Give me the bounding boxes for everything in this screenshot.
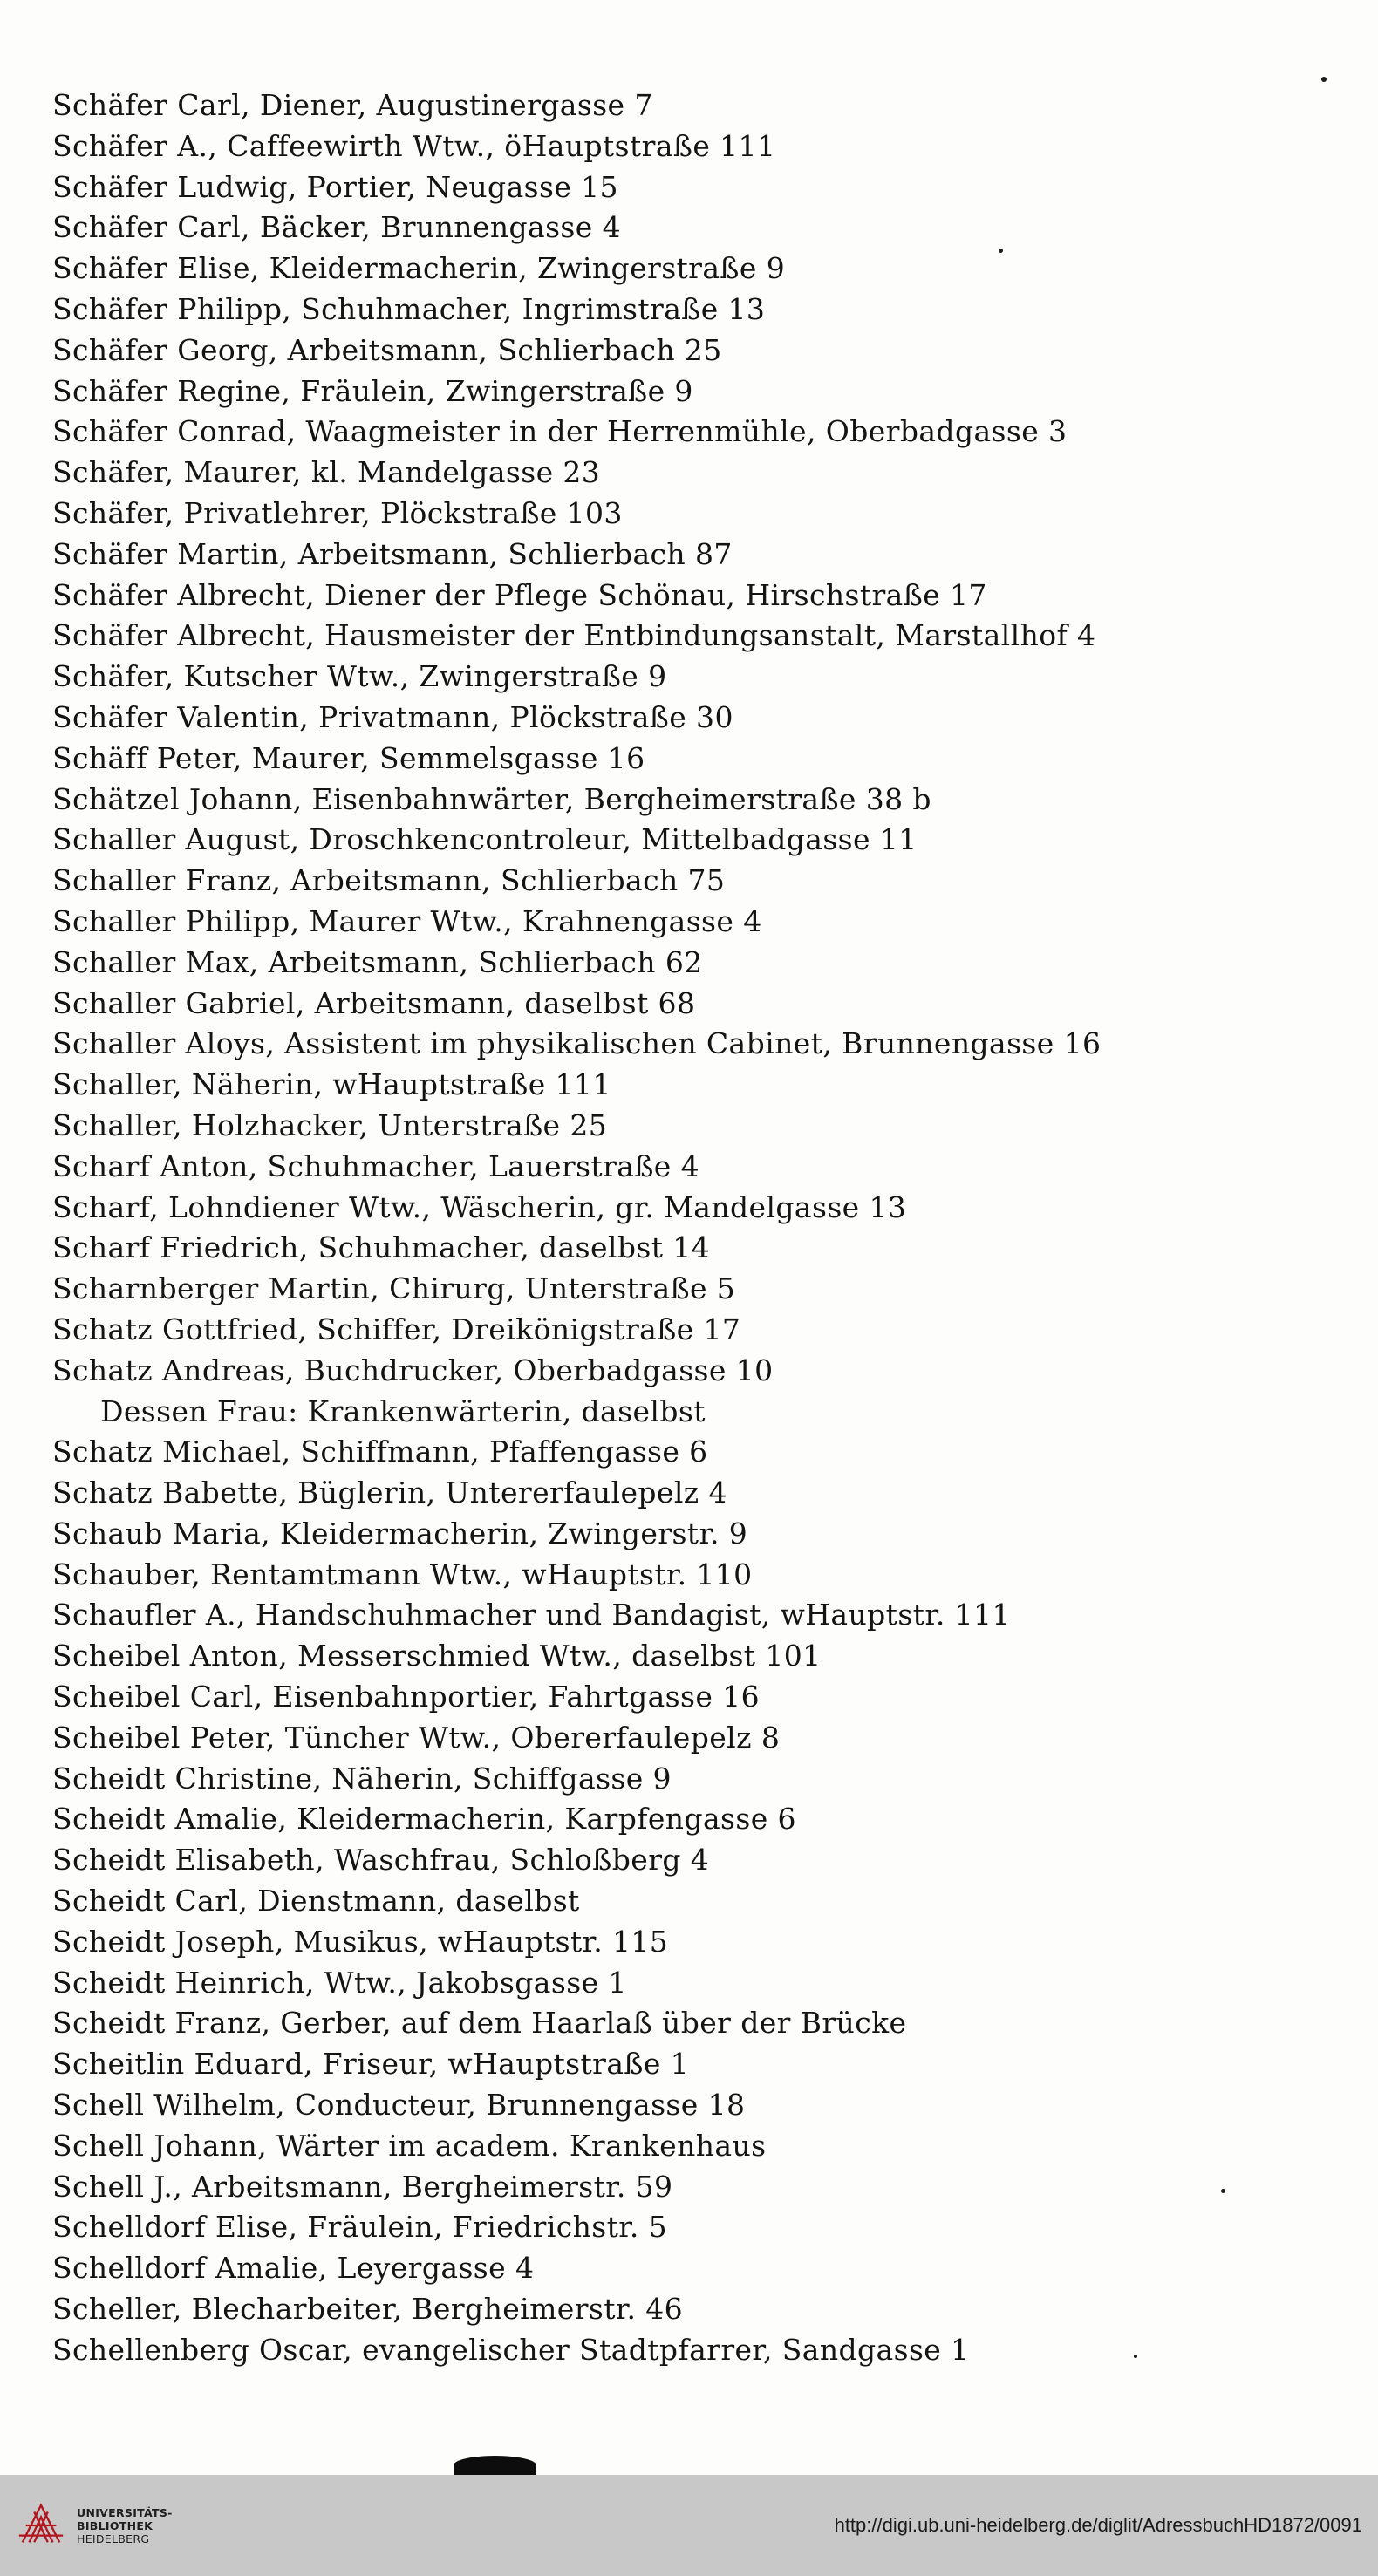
address-entry: Scheller, Blecharbeiter, Bergheimerstr. 46	[52, 2292, 684, 2327]
logo-text	[77, 2506, 173, 2545]
address-entry: Schell Wilhelm, Conducteur, Brunnengasse 18	[52, 2088, 746, 2123]
footer-bar	[0, 2475, 1378, 2576]
address-entry: Scheidt Joseph, Musikus, wHauptstr. 115	[52, 1924, 669, 1959]
address-entry: Schaller Aloys, Assistent im physikalischen Cabinet, Brunnengasse 16	[52, 1026, 1102, 1061]
source-url-link[interactable]: http://digi.ub.uni-heidelberg.de/diglit/AdressbuchHD1872/0091	[834, 2514, 1362, 2536]
address-entry: Scheidt Carl, Dienstmann, daselbst	[52, 1884, 580, 1918]
logo-line: UNIVERSITÄTS-	[77, 2505, 173, 2519]
address-entry: Scheibel Anton, Messerschmied Wtw., daselbst 101	[52, 1639, 822, 1673]
address-entry: Schatz Michael, Schiffmann, Pfaffengasse 6	[52, 1435, 708, 1469]
address-entry: Scheitlin Eduard, Friseur, wHauptstraße 1	[52, 2047, 690, 2082]
address-entry: Schäfer Albrecht, Hausmeister der Entbindungsanstalt, Marstallhof 4	[52, 618, 1096, 653]
address-entry: Scheidt Amalie, Kleidermacherin, Karpfengasse 6	[52, 1802, 796, 1837]
address-entry: Schatz Gottfried, Schiffer, Dreikönigstraße 17	[52, 1312, 741, 1346]
address-entry: Schäfer, Kutscher Wtw., Zwingerstraße 9	[52, 659, 667, 694]
address-entry: Schäfer Philipp, Schuhmacher, Ingrimstraße 13	[52, 291, 766, 326]
logo-line: BIBLIOTHEK	[77, 2518, 153, 2532]
ink-smudge	[454, 2456, 536, 2475]
address-list	[52, 85, 1308, 2371]
address-entry: Schelldorf Amalie, Leyergasse 4	[52, 2251, 535, 2286]
address-entry: Schäfer A., Caffeewirth Wtw., öHauptstraße 111	[52, 128, 776, 163]
address-entry: Schellenberg Oscar, evangelischer Stadtpfarrer, Sandgasse 1	[52, 2332, 970, 2367]
address-entry: Scheibel Peter, Tüncher Wtw., Obererfaulepelz 8	[52, 1720, 781, 1755]
address-entry: Schäfer, Privatlehrer, Plöckstraße 103	[52, 495, 623, 530]
address-entry: Scharf, Lohndiener Wtw., Wäscherin, gr. Mandelgasse 13	[52, 1189, 907, 1224]
address-entry: Schäfer Regine, Fräulein, Zwingerstraße 9	[52, 373, 693, 408]
address-entry: Schäfer Georg, Arbeitsmann, Schlierbach 25	[52, 332, 722, 367]
address-entry: Scharf Anton, Schuhmacher, Lauerstraße 4	[52, 1148, 699, 1183]
address-entry: Schäfer Albrecht, Diener der Pflege Schönau, Hirschstraße 17	[52, 577, 987, 612]
address-entry: Schäfer Valentin, Privatmann, Plöckstraße 30	[52, 699, 733, 734]
address-entry: Schaller Gabriel, Arbeitsmann, daselbst 68	[52, 985, 696, 1020]
address-entry: Schaller, Näherin, wHauptstraße 111	[52, 1067, 611, 1102]
library-logo[interactable]	[16, 2482, 173, 2569]
address-entry: Schell J., Arbeitsmann, Bergheimerstr. 59	[52, 2169, 673, 2204]
address-entry: Schätzel Johann, Eisenbahnwärter, Bergheimerstraße 38 b	[52, 781, 931, 816]
address-entry: Schäfer Martin, Arbeitsmann, Schlierbach 87	[52, 536, 733, 571]
address-entry: Schäfer, Maurer, kl. Mandelgasse 23	[52, 455, 601, 490]
address-entry: Schäfer Carl, Diener, Augustinergasse 7	[52, 88, 653, 122]
ink-speck	[1134, 2355, 1137, 2358]
address-entry: Schaller August, Droschkencontroleur, Mittelbadgasse 11	[52, 822, 918, 857]
address-entry: Scheidt Franz, Gerber, auf dem Haarlaß über der Brücke	[52, 2006, 907, 2041]
address-entry: Dessen Frau: Krankenwärterin, daselbst	[100, 1394, 706, 1428]
address-entry: Schaller, Holzhacker, Unterstraße 25	[52, 1107, 608, 1142]
ink-speck	[1321, 77, 1327, 82]
address-entry: Schatz Babette, Büglerin, Untererfaulepelz 4	[52, 1475, 727, 1510]
address-entry: Schaller Max, Arbeitsmann, Schlierbach 62	[52, 944, 703, 979]
address-entry: Schaller Philipp, Maurer Wtw., Krahnengasse 4	[52, 903, 762, 938]
address-entry: Schäff Peter, Maurer, Semmelsgasse 16	[52, 740, 645, 775]
address-entry: Schell Johann, Wärter im academ. Krankenhaus	[52, 2128, 767, 2163]
address-entry: Scheidt Christine, Näherin, Schiffgasse 9	[52, 1761, 672, 1796]
address-entry: Schaller Franz, Arbeitsmann, Schlierbach 75	[52, 863, 726, 898]
address-entry: Scheibel Carl, Eisenbahnportier, Fahrtgasse 16	[52, 1680, 760, 1714]
address-entry: Schäfer Carl, Bäcker, Brunnengasse 4	[52, 210, 621, 245]
university-seal-icon	[16, 2500, 66, 2551]
address-entry: Schelldorf Elise, Fräulein, Friedrichstr. 5	[52, 2210, 668, 2245]
address-entry: Schaufler A., Handschuhmacher und Bandagist, wHauptstr. 111	[52, 1598, 1011, 1632]
address-entry: Schäfer Elise, Kleidermacherin, Zwingerstraße 9	[52, 251, 786, 286]
ink-speck	[999, 249, 1003, 253]
address-entry: Scharnberger Martin, Chirurg, Unterstraße 5	[52, 1271, 736, 1306]
logo-line: HEIDELBERG	[77, 2532, 150, 2545]
ink-speck	[1221, 2189, 1225, 2193]
address-entry: Schaub Maria, Kleidermacherin, Zwingerstr. 9	[52, 1516, 748, 1550]
address-entry: Scharf Friedrich, Schuhmacher, daselbst 14	[52, 1230, 711, 1265]
address-entry: Scheidt Heinrich, Wtw., Jakobsgasse 1	[52, 1965, 627, 2000]
address-entry: Scheidt Elisabeth, Waschfrau, Schloßberg 4	[52, 1843, 710, 1877]
address-entry: Schäfer Conrad, Waagmeister in der Herrenmühle, Oberbadgasse 3	[52, 414, 1068, 449]
address-entry: Schauber, Rentamtmann Wtw., wHauptstr. 110	[52, 1557, 753, 1591]
address-entry: Schatz Andreas, Buchdrucker, Oberbadgasse 10	[52, 1353, 774, 1387]
address-entry: Schäfer Ludwig, Portier, Neugasse 15	[52, 169, 618, 204]
